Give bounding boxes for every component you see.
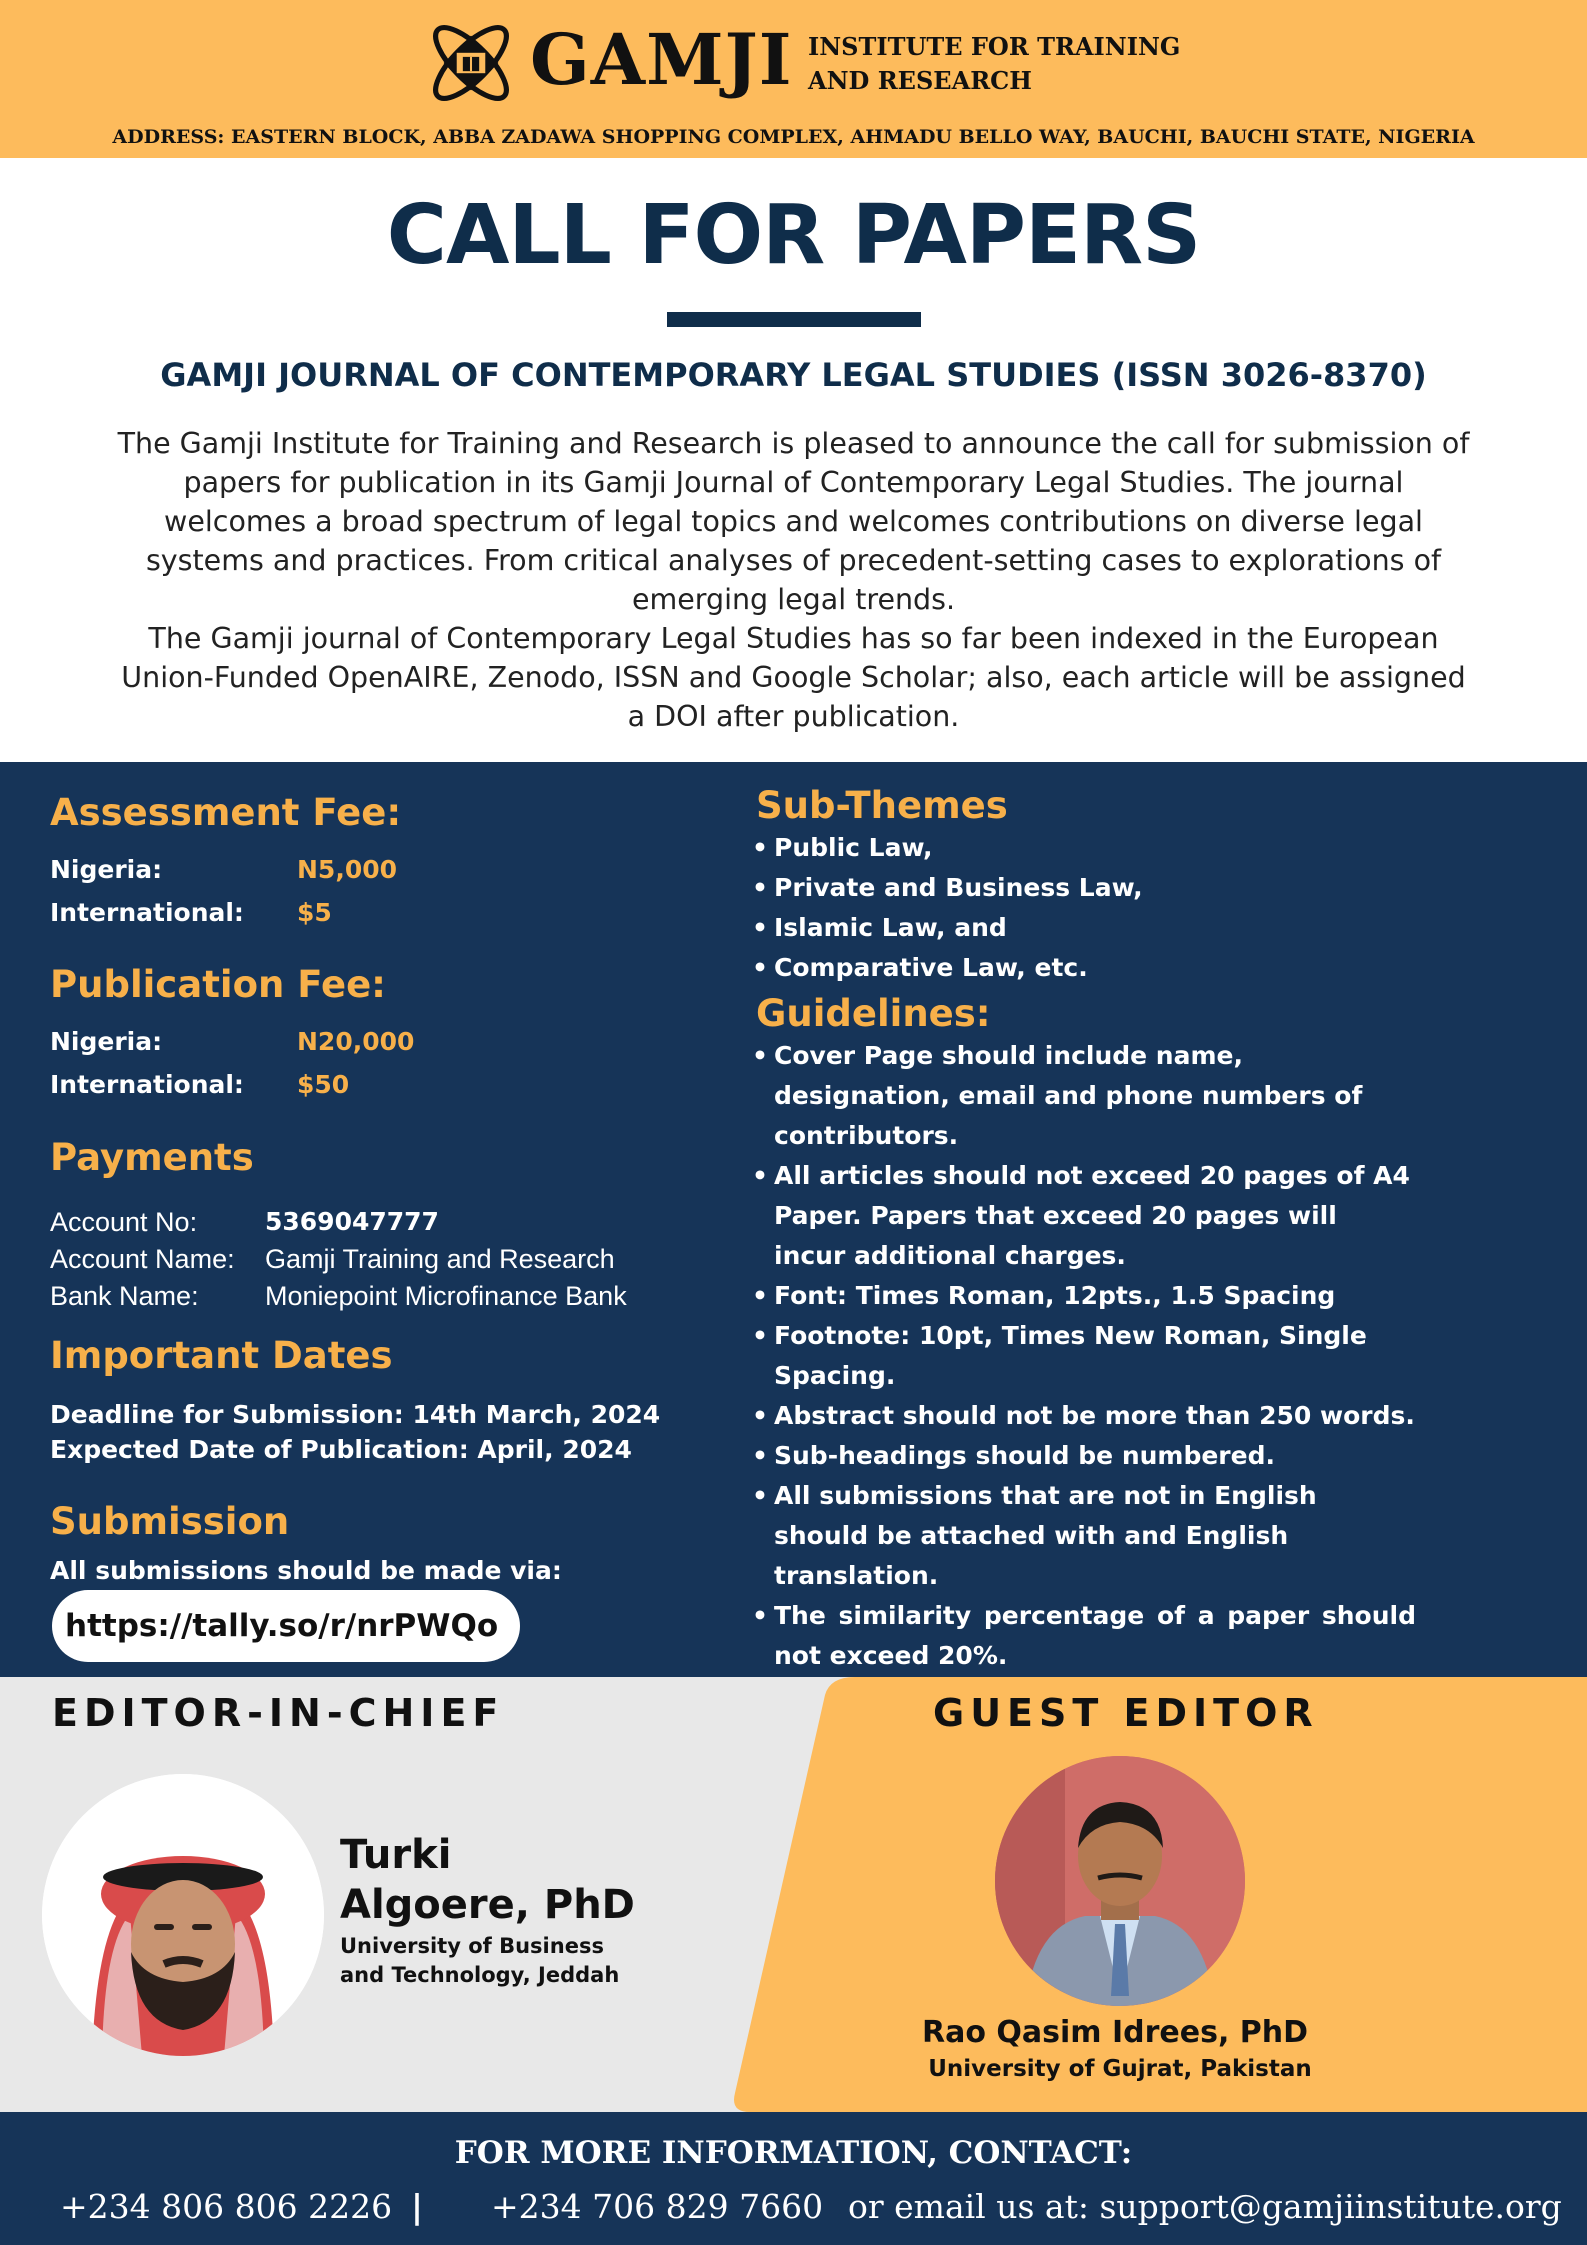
intro-paragraph-2: The Gamji journal of Contemporary Legal Studies has so far been indexed in the European Union-Funded OpenAIRE, Zenodo, ISSN and Google Scholar; also, each article will be assigned a DOI after publication. [121,622,1466,733]
phone-separator: | [411,2187,424,2226]
intro-text [110,424,1477,736]
list-item: • The similarity percentage of a paper should not exceed 20%. [752,1596,1416,1676]
assessment-intl-label: International: [50,898,244,927]
list-item: • Public Law, [752,828,1452,868]
contact-email[interactable]: or email us at: support@gamjiinstitute.org [848,2187,1562,2226]
subthemes-heading: Sub-Themes [756,784,1008,827]
publication-nigeria-value: N20,000 [297,1027,415,1056]
editor-in-chief-name-line2: Algoere, PhD [340,1882,635,1928]
assessment-intl-value: $5 [297,898,332,927]
title-underline [667,312,921,327]
list-item: • All submissions that are not in English should be attached with and English translation. [752,1476,1416,1596]
phone-2[interactable]: +234 706 829 7660 [491,2187,824,2226]
account-name-value: Gamji Training and Research [265,1244,615,1274]
deadline-text: Deadline for Submission: 14th March, 2024 [50,1400,661,1429]
important-dates-heading: Important Dates [50,1334,393,1377]
payments-heading: Payments [50,1136,254,1179]
list-item: • Abstract should not be more than 250 words. [752,1396,1416,1436]
logo-wordmark: GAMJI [530,18,793,101]
publication-date-text: Expected Date of Publication: April, 2024 [50,1435,632,1464]
list-item: • Footnote: 10pt, Times New Roman, Single Spacing. [752,1316,1416,1396]
page-title: CALL FOR PAPERS [386,188,1201,283]
publication-intl-value: $50 [297,1070,350,1099]
account-no-label: Account No: [50,1207,198,1237]
guidelines-heading: Guidelines: [756,992,991,1035]
submission-link[interactable]: https://tally.so/r/nrPWQo [52,1590,520,1662]
publication-intl-label: International: [50,1070,244,1099]
account-no-value: 5369047777 [265,1207,439,1236]
list-item: • All articles should not exceed 20 pages of A4 Paper. Papers that exceed 20 pages will incur additional charges. [752,1156,1416,1276]
guest-editor-affiliation: University of Gujrat, Pakistan [928,2056,1312,2082]
assessment-fee-heading: Assessment Fee: [50,791,402,834]
tagline-line-2: AND RESEARCH [808,66,1032,95]
list-item: • Private and Business Law, [752,868,1452,908]
submission-heading: Submission [50,1500,290,1543]
institute-logo-icon [420,12,522,114]
account-name-label: Account Name: [50,1244,235,1274]
list-item: • Comparative Law, etc. [752,948,1452,988]
logo-tagline [808,30,1180,98]
tagline-line-1: INSTITUTE FOR TRAINING [808,32,1181,61]
guest-editor-heading: GUEST EDITOR [933,1691,1319,1735]
list-item: • Font: Times Roman, 12pts., 1.5 Spacing [752,1276,1416,1316]
bank-name-value: Moniepoint Microfinance Bank [265,1281,627,1311]
editor-in-chief-affiliation: University of Business and Technology, Jeddah [340,1934,620,1987]
editor-in-chief-name-line1: Turki [340,1832,452,1878]
address-line: ADDRESS: EASTERN BLOCK, ABBA ZADAWA SHOPPING COMPLEX, AHMADU BELLO WAY, BAUCHI, BAUCHI STATE, NIGERIA [112,126,1475,148]
journal-title: GAMJI JOURNAL OF CONTEMPORARY LEGAL STUDIES (ISSN 3026-8370) [160,356,1427,394]
publication-fee-heading: Publication Fee: [50,963,386,1006]
phone-1[interactable]: +234 806 806 2226 [60,2187,393,2226]
assessment-nigeria-label: Nigeria: [50,855,163,884]
list-item: • Sub-headings should be numbered. [752,1436,1416,1476]
guest-editor-portrait-icon [995,1756,1245,2006]
list-item: • Cover Page should include name, designation, email and phone numbers of contributors. [752,1036,1416,1156]
guest-editor-name: Rao Qasim Idrees, PhD [921,2015,1309,2050]
submission-text: All submissions should be made via: [50,1556,562,1585]
intro-paragraph-1: The Gamji Institute for Training and Research is pleased to announce the call for submission of papers for publication in its Gamji Journal of Contemporary Legal Studies. The journal welcomes a broad spectrum of legal topics and welcomes contributions on diverse legal systems and practices. From critical analyses of precedent-setting cases to explorations of emerging legal trends. [117,427,1470,616]
guidelines-list [752,1036,1416,1676]
bank-name-label: Bank Name: [50,1281,199,1311]
assessment-nigeria-value: N5,000 [297,855,397,884]
list-item: • Islamic Law, and [752,908,1452,948]
guest-editor-photo [995,1756,1245,2006]
footer-heading: FOR MORE INFORMATION, CONTACT: [454,2135,1133,2171]
publication-nigeria-label: Nigeria: [50,1027,163,1056]
subthemes-list [752,828,1452,988]
editor-in-chief-heading: EDITOR-IN-CHIEF [52,1691,505,1735]
